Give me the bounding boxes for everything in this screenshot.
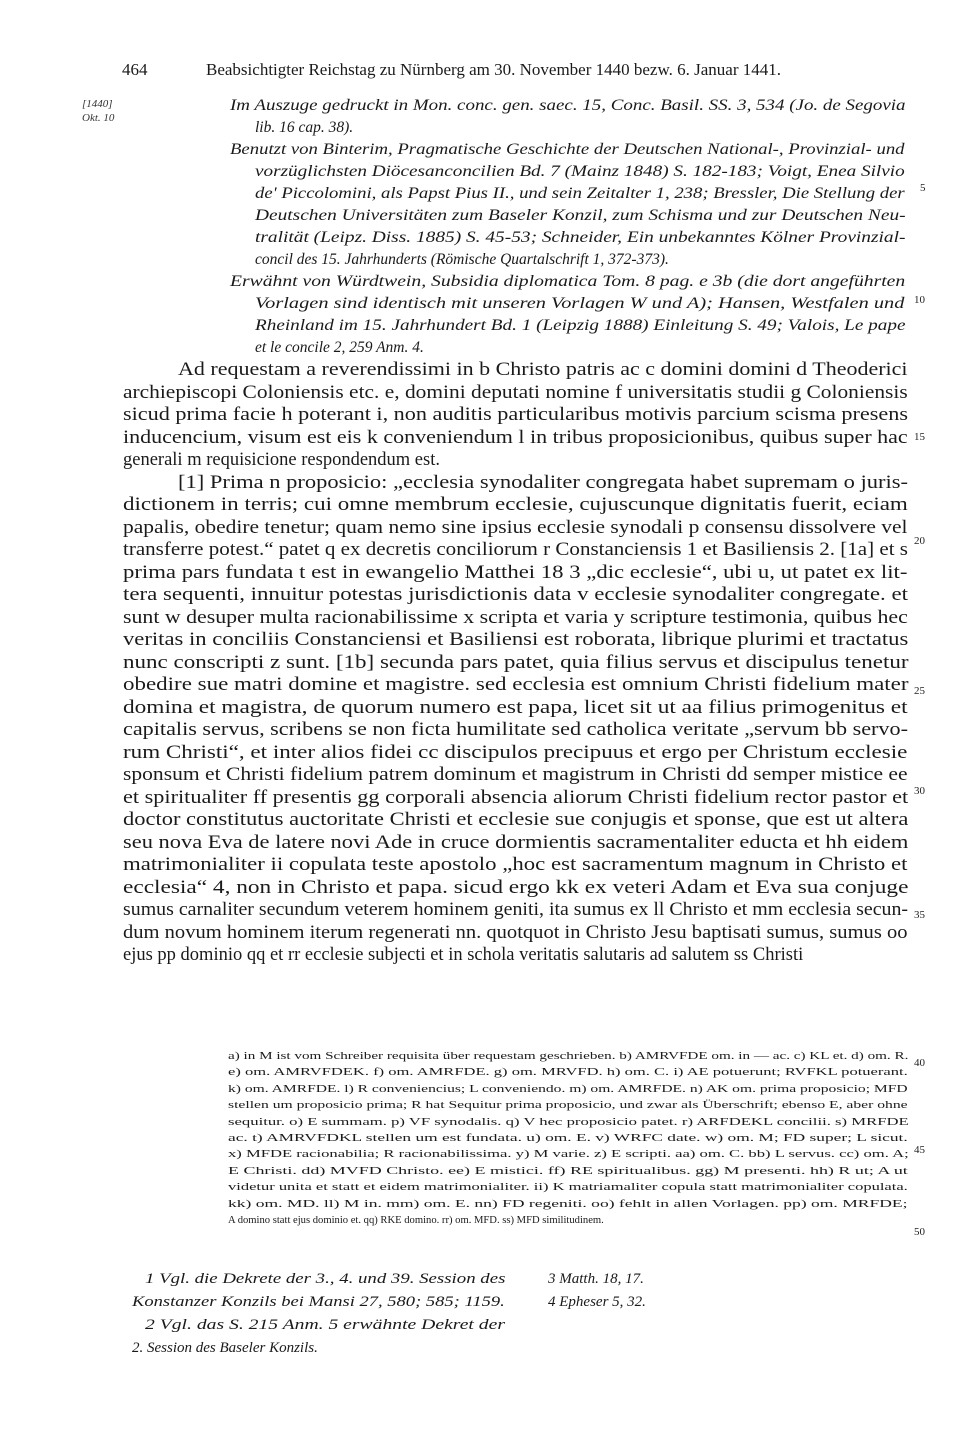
page-number: 464 bbox=[122, 60, 148, 79]
main-text-line: [1] Prima n proposicio: „ecclesia synodaliter congregata habet supremam o juris- bbox=[178, 472, 909, 493]
line-number: 10 bbox=[914, 294, 925, 306]
main-text-line: obedire sue matri domine et magistre. sed ecclesia est omnium Christi fidelium mater bbox=[123, 675, 909, 695]
main-text-line: archiepiscopi Coloniensis etc. e, domini deputati nomine f universitatis studii g Coloniensis bbox=[123, 382, 908, 403]
main-text-line: doctor constitutus auctoritate Christi et ecclesie sue conjugis et sponse, que est ut altera bbox=[123, 810, 909, 830]
main-text-line: dum novum hominem iterum regenerati nn. quotquot in Christo Jesu baptisati sumus, sumus oo bbox=[123, 922, 908, 943]
intro-line: Benutzt von Binterim, Pragmatische Geschichte der Deutschen National-, Provinzial- und bbox=[230, 141, 905, 158]
intro-line: concil des 15. Jahrhunderts (Römische Quartalschrift 1, 372-373). bbox=[255, 251, 669, 268]
main-text-line: generali m requisicione respondendum est. bbox=[123, 450, 440, 470]
main-text-line: sunt w desuper multa racionabilissime x scripta et varia y scripture testimonia, quibus hec bbox=[123, 607, 908, 628]
main-text-line: domina et magistra, de quorum numero est papa, licet sit ut aa filius primogenitus et bbox=[123, 697, 908, 718]
main-text-line: sicud prima facie h poterant i, non auditis particularibus motivis parcium scisma presens bbox=[123, 405, 909, 425]
variant-note-line: E Christi. dd) MVFD Christo. ee) E mistici. ff) RE spiritualibus. gg) M presenti. hh) R ut; A ut bbox=[228, 1165, 908, 1177]
main-text-line: sumus carnaliter secundum veterem hominem geniti, ita sumus ex ll Christo et mm ecclesia secun- bbox=[123, 900, 909, 920]
main-text-line: capitalis servus, scribens se non ficta humilitate sed catholica veritate „servum bb servo- bbox=[123, 720, 909, 740]
intro-line: Rheinland im 15. Jahrhundert Bd. 1 (Leipzig 1888) Einleitung S. 49; Valois, Le pape bbox=[255, 317, 906, 334]
footnote-line: 3 Matth. 18, 17. bbox=[548, 1271, 644, 1287]
main-text-line: Ad requestam a reverendissimi in b Christo patris ac c domini domini d Theoderici bbox=[178, 360, 908, 380]
margin-date-note bbox=[82, 97, 114, 125]
main-text-line: tera sequenti, innuitur potestas jurisdictionis data v ecclesie synodaliter congregate. et bbox=[123, 585, 908, 605]
variant-note-line: e) om. AMRVFDEK. f) om. AMRFDE. g) om. MRVFD. h) om. C. i) AE potuerunt; RVFKL potuerant. bbox=[228, 1067, 908, 1079]
footnote-line: 4 Epheser 5, 32. bbox=[548, 1294, 646, 1310]
footnote-line: Konstanzer Konzils bei Mansi 27, 580; 585; 1159. bbox=[132, 1294, 505, 1310]
main-text-line: sponsum et Christi fidelium patrem dominum et magistrum in Christi dd semper mistice ee bbox=[123, 765, 908, 785]
intro-line: Im Auszuge gedruckt in Mon. conc. gen. saec. 15, Conc. Basil. SS. 3, 534 (Jo. de Segovia bbox=[230, 97, 906, 114]
margin-month: Okt. 10 bbox=[82, 112, 115, 124]
intro-line: lib. 16 cap. 38). bbox=[255, 119, 354, 136]
main-text-line: papalis, obedire tenetur; quam nemo sine ipsius ecclesie synodali p consensu dissolvere vel bbox=[123, 517, 908, 538]
intro-line: et le concile 2, 259 Anm. 4. bbox=[255, 339, 424, 356]
line-number: 35 bbox=[914, 909, 925, 921]
footnote-line: 2. Session des Baseler Konzils. bbox=[132, 1340, 318, 1356]
variant-note-line: stellen um proposicio prima; R hat Sequitur prima proposicio, und zwar als Überschrift; ebenso E, aber ohne bbox=[228, 1100, 908, 1112]
variant-note-line: k) om. AMRFDE. l) R conveniencius; L conveniendo. m) om. AMRFDE. n) AK om. prima proposicio; MFD bbox=[228, 1083, 908, 1095]
main-text-line: inducencium, visum est eis k conveniendum l in tribus proposicionibus, quibus super hac bbox=[123, 427, 908, 448]
main-text-line: veritas in conciliis Constanciensi et Basiliensi est roborata, librique plurimi et tractatus bbox=[123, 630, 909, 650]
line-number: 25 bbox=[914, 685, 925, 697]
main-text-line: dictionem in terris; cui omne membrum ecclesie, cujuscunque dignitatis fuerit, eciam bbox=[123, 495, 908, 515]
main-text-line: ecclesia“ 4, non in Christo et papa. sicud ergo kk ex veteri Adam et Eva sua conjuge bbox=[123, 877, 909, 898]
variant-note-line: x) MFDE racionabilia; R racionabilissima. y) M varie. z) E scripti. aa) om. C. bb) L servus. cc) om. A; bbox=[228, 1149, 909, 1161]
main-text-line: seu nova Eva de latere novi Ade in cruce dormientis sacramentaliter educta et hh eidem bbox=[123, 832, 909, 853]
intro-line: Vorlagen sind identisch mit unseren Vorlagen W und A); Hansen, Westfalen und bbox=[255, 295, 905, 312]
line-number: 40 bbox=[914, 1057, 925, 1069]
main-text-line: nunc conscripti z sunt. [1b] secunda pars patet, quia filius servus et discipulus tenetur bbox=[123, 652, 909, 673]
main-text-line: rum Christi“, et inter alios fidei cc discipulos precipuus et ergo per Christum ecclesie bbox=[123, 742, 908, 763]
main-text-line: ejus pp dominio qq et rr ecclesie subjecti et in schola veritatis salutaris ad salutem ss Christi bbox=[123, 945, 804, 965]
variant-note-line: ac. t) AMRVFDKL stellen um est fundata. u) om. E. v) WRFC date. w) om. M; FD super; L sicut. bbox=[228, 1133, 908, 1144]
intro-line: Deutschen Universitäten zum Baseler Konzil, zum Schisma und zur Deutschen Neu- bbox=[255, 207, 906, 224]
main-text-line: et spiritualiter ff presentis gg corporali absencia aliorum Christi fidelium rector pastor et bbox=[123, 787, 909, 808]
variant-note-line: sequitur. o) E summam. p) VF synodalis. q) V hec proposicio patet. r) ARFDEKL concilii. s) MRFDE bbox=[228, 1116, 909, 1128]
line-number: 45 bbox=[914, 1144, 925, 1156]
line-number: 5 bbox=[920, 182, 926, 194]
margin-year: [1440] bbox=[82, 98, 113, 110]
line-number: 20 bbox=[914, 535, 925, 547]
intro-line: tralität (Leipz. Diss. 1885) S. 45-53; Schneider, Ein unbekanntes Kölner Provinzial- bbox=[255, 229, 906, 246]
main-text-line: transferre potest.“ patet q ex decretis conciliorum r Constanciensis 1 et Basiliensis 2. [1a] et s bbox=[123, 540, 908, 560]
intro-line: Erwähnt von Würdtwein, Subsidia diplomatica Tom. 8 pag. e 3b (die dort angeführten bbox=[230, 273, 906, 290]
variant-note-line: A domino statt ejus dominio et. qq) RKE domino. rr) om. MFD. ss) MFD similitudinem. bbox=[228, 1215, 604, 1226]
footnote-line: 2 Vgl. das S. 215 Anm. 5 erwähnte Dekret der bbox=[145, 1317, 505, 1333]
main-text-line: prima pars fundata t est in ewangelio Matthei 18 3 „dic ecclesie“, ubi u, ut patet ex lit- bbox=[123, 562, 908, 583]
line-number: 30 bbox=[914, 785, 925, 797]
variant-note-line: a) in M ist vom Schreiber requisita über requestam geschrieben. b) AMRVFDE om. in — ac. c) KL et. d) om. R. bbox=[228, 1051, 909, 1062]
main-text-line: matrimonialiter ii copulata teste apostolo „hoc est sacramentum magnum in Christo et bbox=[123, 855, 908, 875]
footnote-line: 1 Vgl. die Dekrete der 3., 4. und 39. Session des bbox=[145, 1271, 506, 1287]
intro-line: vorzüglichsten Diöcesanconcilien Bd. 7 (Mainz 1848) S. 182-183; Voigt, Enea Silvio bbox=[255, 163, 905, 180]
running-title: Beabsichtigter Reichstag zu Nürnberg am 30. November 1440 bezw. 6. Januar 1441. bbox=[206, 60, 782, 79]
line-number: 15 bbox=[914, 431, 925, 443]
line-number: 50 bbox=[914, 1226, 925, 1238]
variant-note-line: videtur unita et statt et eidem matrimonialiter. ii) K matriamaliter copula statt matrimonialiter copulata. bbox=[228, 1182, 908, 1194]
variant-note-line: kk) om. MD. ll) M in. mm) om. E. nn) FD regeniti. oo) fehlt in allen Vorlagen. pp) om. MRFDE; bbox=[228, 1198, 908, 1210]
intro-line: de' Piccolomini, als Papst Pius II., und sein Zeitalter 1, 238; Bressler, Die Stellung der bbox=[255, 185, 905, 202]
